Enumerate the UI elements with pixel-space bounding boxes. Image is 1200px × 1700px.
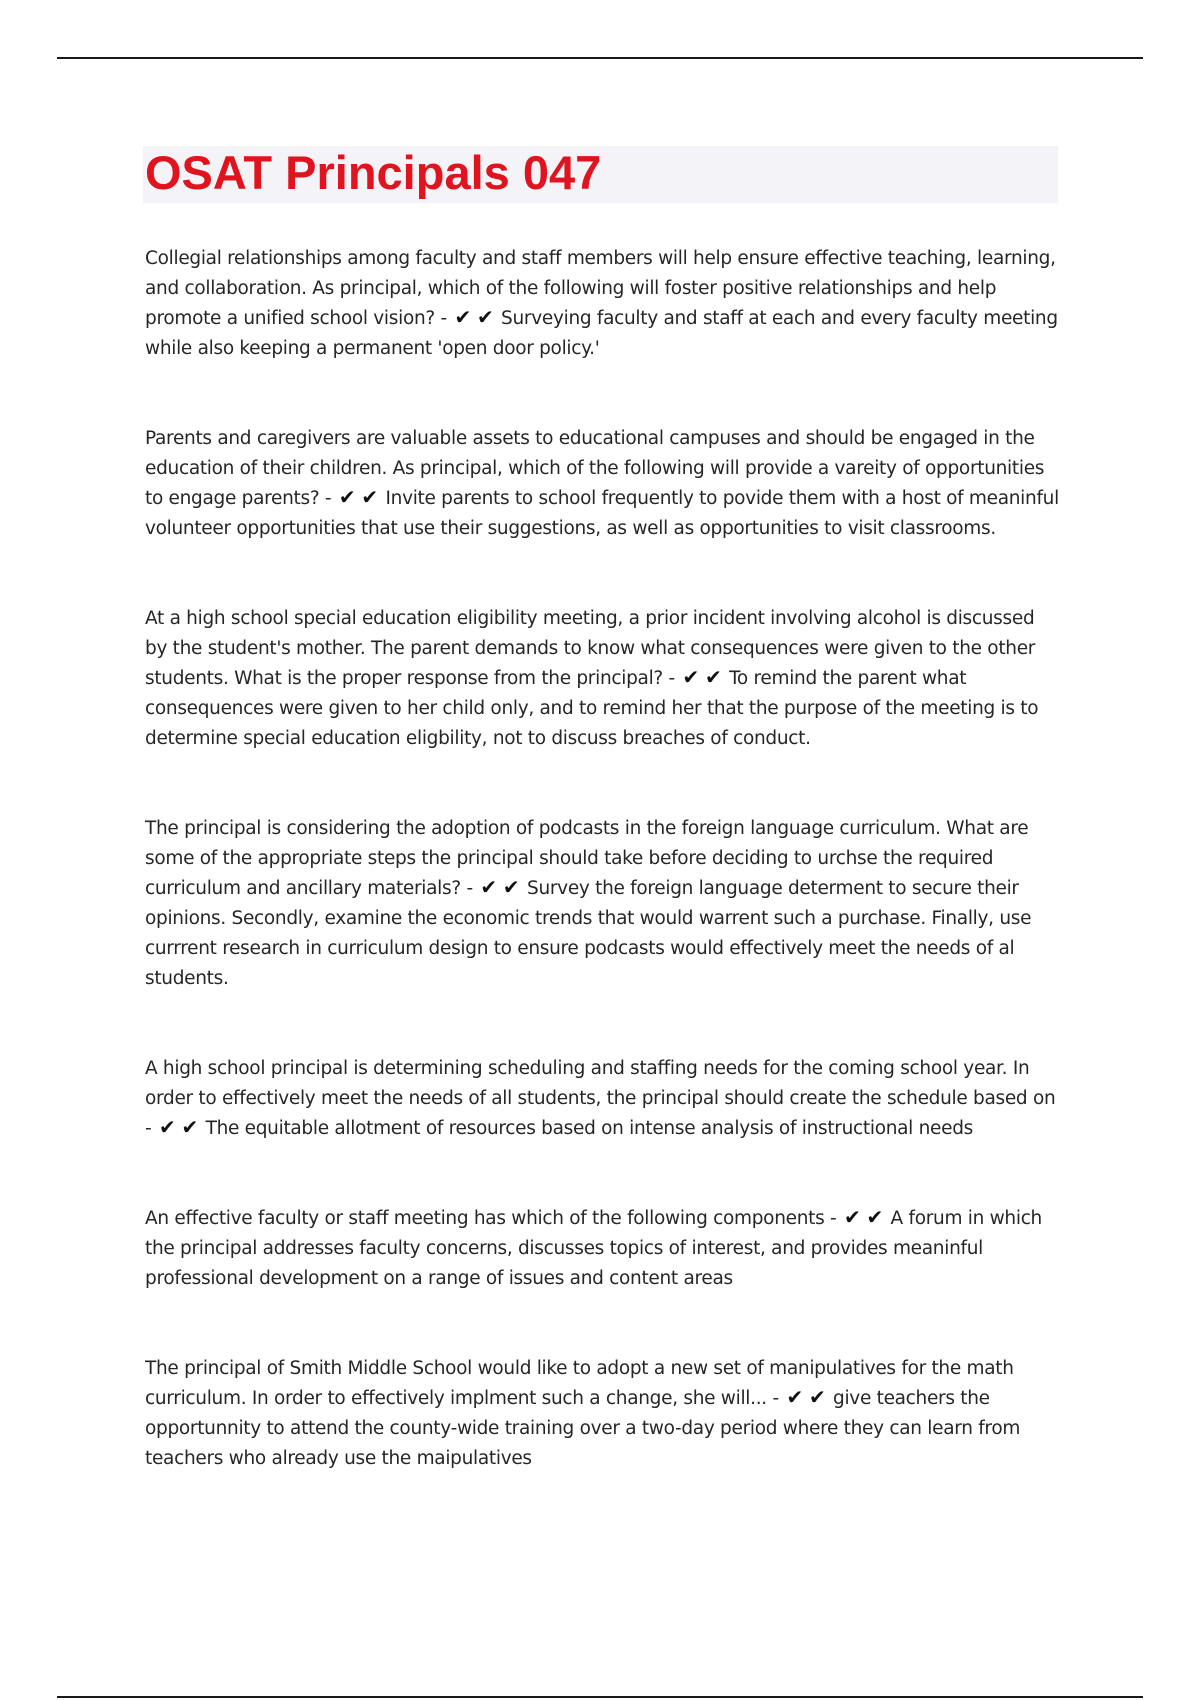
qa-item (145, 424, 1060, 544)
checkmark-icon: ✔ ✔ (454, 305, 494, 329)
question-text: At a high school special education eligibility meeting, a prior incident involving alcohol is discussed by the student's mother. The parent demands to know what consequences were given to the other students. What is the proper response from the principal? - (145, 608, 1036, 689)
question-text: The principal is considering the adoption of podcasts in the foreign language curriculum. What are some of the appropriate steps the principal should take before deciding to urchse the required curriculum and ancillary materials? - (145, 818, 1029, 899)
checkmark-icon: ✔ ✔ (682, 665, 722, 689)
question-text: Parents and caregivers are valuable assets to educational campuses and should be engaged in the education of their children. As principal, which of the following will provide a vareity of opportunities to engage parents? - (145, 428, 1045, 509)
checkmark-icon: ✔ ✔ (338, 485, 378, 509)
bottom-divider (57, 1696, 1143, 1698)
answer-text: A forum in which the principal addresses faculty concerns, discusses topics of interest, and provides meaninful professional development on a range of issues and content areas (145, 1208, 1042, 1289)
qa-item (145, 1054, 1060, 1144)
answer-text: Surveying faculty and staff at each and every faculty meeting while also keeping a permanent 'open door policy.' (145, 308, 1058, 359)
question-text: A high school principal is determining scheduling and staffing needs for the coming school year. In order to effectively meet the needs of all students, the principal should create the schedule based on - (145, 1058, 1056, 1139)
checkmark-icon: ✔ ✔ (480, 875, 520, 899)
top-divider (57, 57, 1143, 59)
checkmark-icon: ✔ ✔ (843, 1205, 883, 1229)
qa-item (145, 1354, 1060, 1474)
answer-text: Survey the foreign language determent to secure their opinions. Secondly, examine the economic trends that would warrent such a purchase. Finally, use currrent research in curriculum design to ensure podcasts would effectively meet the needs of al students. (145, 878, 1032, 989)
question-text: The principal of Smith Middle School would like to adopt a new set of manipulatives for the math curriculum. In order to effectively implment such a change, she will... - (145, 1358, 1014, 1409)
checkmark-icon: ✔ ✔ (786, 1385, 826, 1409)
qa-list (145, 244, 1060, 1534)
answer-text: Invite parents to school frequently to povide them with a host of meaninful volunteer opportunities that use their suggestions, as well as opportunities to visit classrooms. (145, 488, 1059, 539)
qa-item (145, 814, 1060, 994)
question-text: Collegial relationships among faculty and staff members will help ensure effective teaching, learning, and collaboration. As principal, which of the following will foster positive relationships and help promote a unified school vision? - (145, 248, 1056, 329)
qa-item (145, 1204, 1060, 1294)
answer-text: The equitable allotment of resources based on intense analysis of instructional needs (205, 1118, 973, 1139)
question-text: An effective faculty or staff meeting has which of the following components - (145, 1208, 837, 1229)
answer-text: To remind the parent what consequences were given to her child only, and to remind her that the purpose of the meeting is to determine special education eligbility, not to discuss breaches of conduct. (145, 668, 1039, 749)
checkmark-icon: ✔ ✔ (158, 1115, 198, 1139)
answer-text: give teachers the opportunnity to attend the county-wide training over a two-day period where they can learn from teachers who already use the maipulatives (145, 1388, 1021, 1469)
qa-item (145, 604, 1060, 754)
qa-item (145, 244, 1060, 364)
document-title: OSAT Principals 047 (145, 146, 602, 199)
